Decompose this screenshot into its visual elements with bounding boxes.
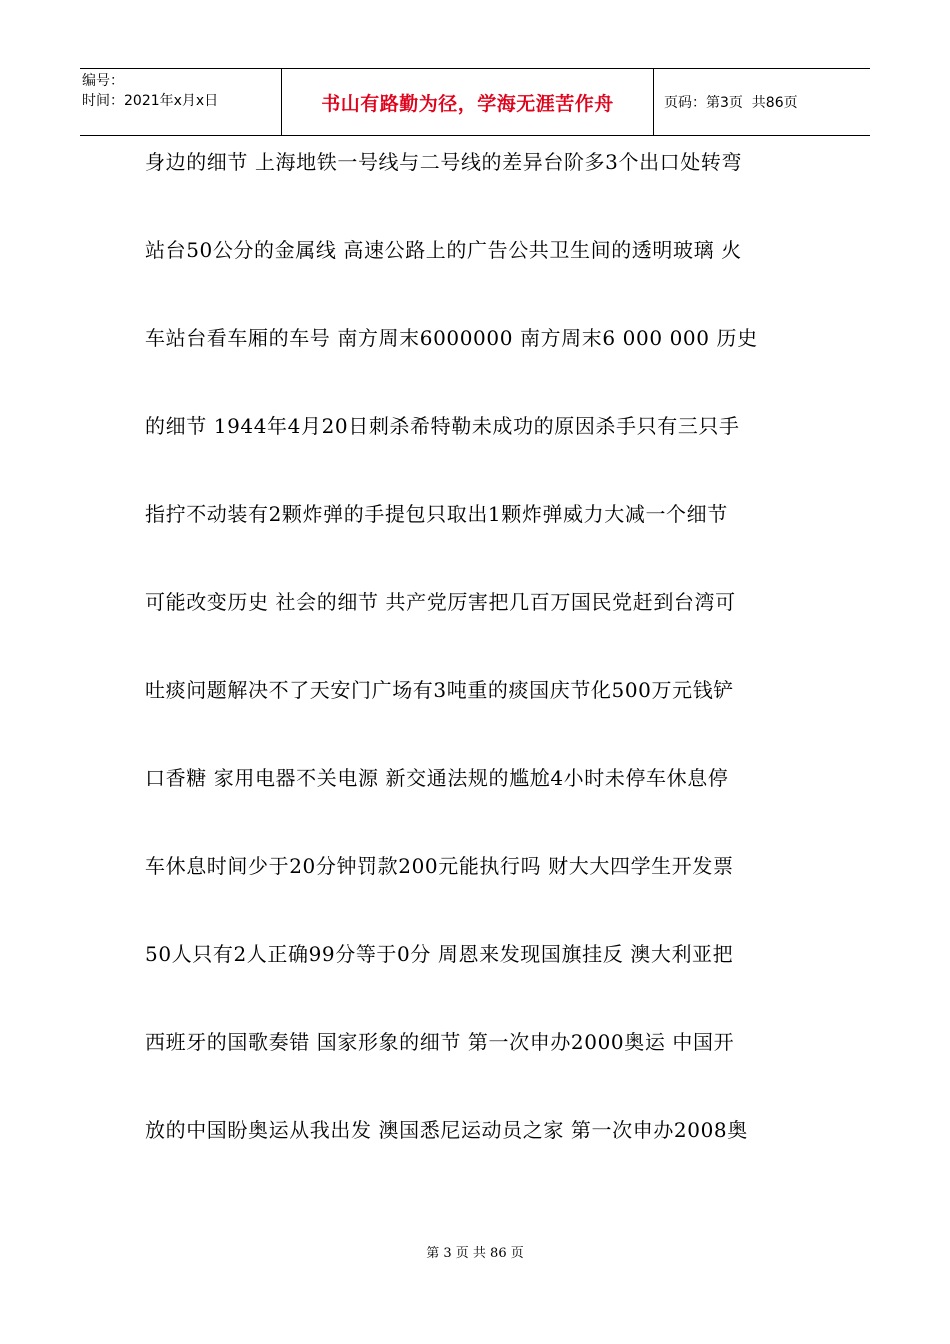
document-body [145,140,815,1196]
text-line: 的细节 1944年4月20日刺杀希特勒未成功的原因杀手只有三只手 [145,414,740,438]
text-line: 放的中国盼奥运从我出发 澳国悉尼运动员之家 第一次申办2008奥 [145,1118,748,1142]
page-footer: 第 3 页 共 86 页 [426,1246,524,1261]
text-line: 指拧不动装有2颗炸弹的手提包只取出1颗炸弹威力大减一个细节 [145,502,728,526]
document-number-label: 编号： [82,73,124,89]
text-line: 车休息时间少于20分钟罚款200元能执行吗 财大大四学生开发票 [145,854,734,878]
text-line: 吐痰问题解决不了天安门广场有3吨重的痰国庆节化500万元钱铲 [145,678,734,702]
text-line: 站台50公分的金属线 高速公路上的广告公共卫生间的透明玻璃 火 [145,238,742,262]
header-motto: 书山有路勤为径，学海无涯苦作舟 [282,69,654,135]
text-line: 身边的细节 上海地铁一号线与二号线的差异台阶多3个出口处转弯 [145,150,743,174]
text-line: 口香糖 家用电器不关电源 新交通法规的尴尬4小时未停车休息停 [145,766,729,790]
text-line: 可能改变历史 社会的细节 共产党厉害把几百万国民党赶到台湾可 [145,590,736,614]
text-line: 车站台看车厢的车号 南方周末6000000 南方周末6 000 000 历史 [145,326,758,350]
document-time-label: 时间：2021年x月x日 [82,93,219,109]
header-meta [80,69,282,135]
text-line: 50人只有2人正确99分等于0分 周恩来发现国旗挂反 澳大利亚把 [145,942,734,966]
text-line: 西班牙的国歌奏错 国家形象的细节 第一次申办2000奥运 中国开 [145,1030,735,1054]
header-page-info: 页码：第3页 共86页 [664,95,798,111]
page-header [80,68,870,136]
